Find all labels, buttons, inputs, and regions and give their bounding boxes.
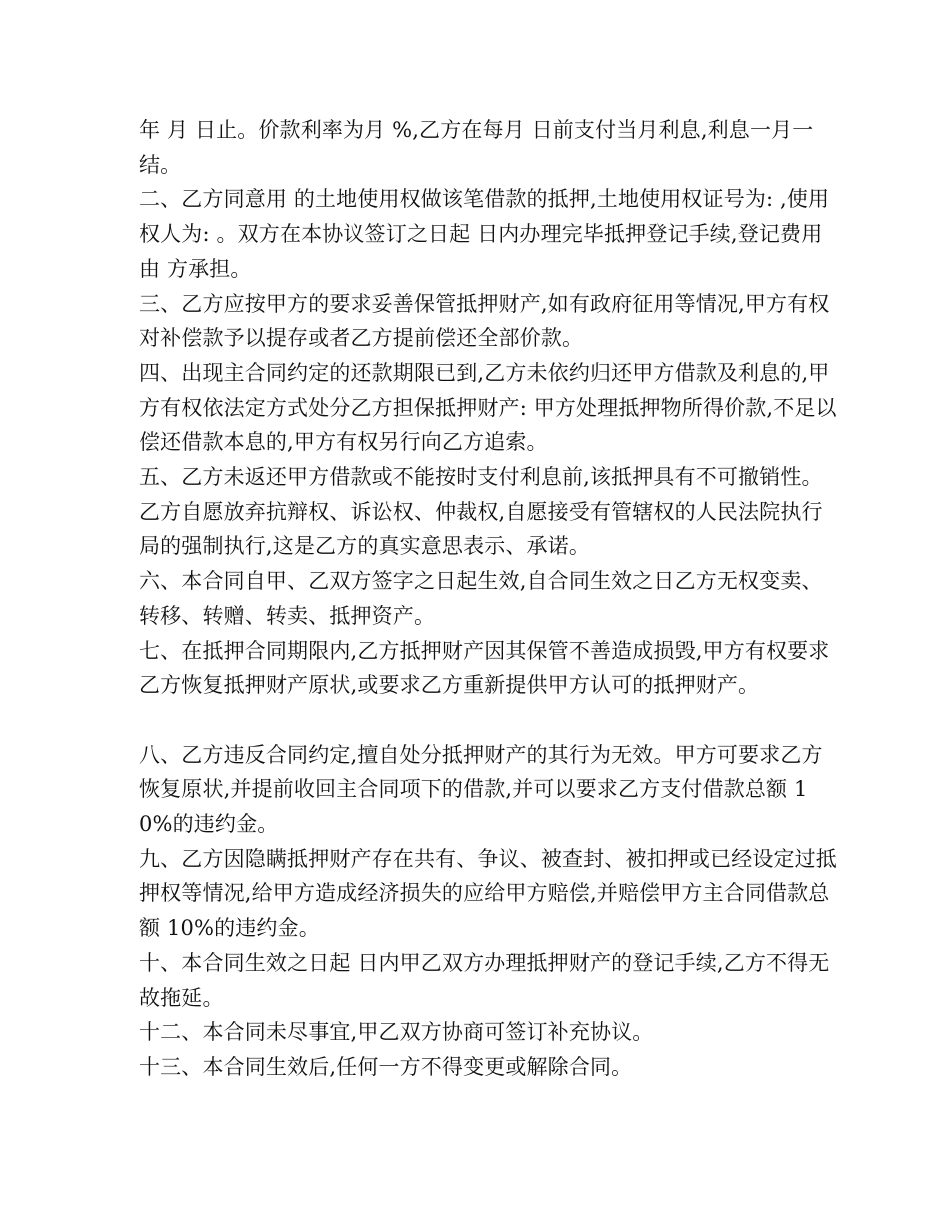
paragraph-clause-13: 十三、本合同生效后,任何一方不得变更或解除合同。 — [139, 1054, 633, 1079]
paragraph-clause-9: 九、乙方因隐瞒抵押财产存在共有、争议、被查封、被扣押或已经设定过抵押权等情况,给甲方造成经济损失的应给甲方赔偿,并赔偿甲方主合同借款总额 10%的违约金。 — [139, 846, 837, 941]
paragraph-term-and-interest: 年 月 日止。价款利率为月 %,乙方在每月 日前支付当月利息,利息一月一结。 — [139, 118, 814, 177]
document-body — [139, 113, 839, 1085]
paragraph-clause-5: 五、乙方未返还甲方借款或不能按时支付利息前,该抵押具有不可撤销性。乙方自愿放弃抗辩权、诉讼权、仲裁权,自愿接受有管辖权的人民法院执行局的强制执行,这是乙方的真实意思表示、承诺。 — [139, 465, 823, 559]
paragraph-clause-2: 二、乙方同意用 的土地使用权做该笔借款的抵押,土地使用权证号为: ,使用权人为: 。双方在本协议签订之日起 日内办理完毕抵押登记手续,登记费用由 方承担。 — [139, 187, 830, 281]
paragraph-clause-4: 四、出现主合同约定的还款期限已到,乙方未依约归还甲方借款及利息的,甲方有权依法定方式处分乙方担保抵押财产: 甲方处理抵押物所得价款,不足以偿还借款本息的,甲方有权另行向乙方追索。 — [139, 360, 837, 455]
paragraph-clause-10: 十、本合同生效之日起 日内甲乙双方办理抵押财产的登记手续,乙方不得无故拖延。 — [139, 950, 830, 1010]
paragraph-clause-7: 七、在抵押合同期限内,乙方抵押财产因其保管不善造成损毁,甲方有权要求乙方恢复抵押财产原状,或要求乙方重新提供甲方认可的抵押财产。 — [139, 638, 830, 698]
paragraph-clause-8: 八、乙方违反合同约定,擅自处分抵押财产的其行为无效。甲方可要求乙方恢复原状,并提前收回主合同项下的借款,并可以要求乙方支付借款总额 10%的违约金。 — [139, 742, 823, 837]
paragraph-clause-6: 六、本合同自甲、乙双方签字之日起生效,自合同生效之日乙方无权变卖、转移、转赠、转卖、抵押资产。 — [139, 569, 823, 628]
paragraph-clause-3: 三、乙方应按甲方的要求妥善保管抵押财产,如有政府征用等情况,甲方有权对补偿款予以提存或者乙方提前偿还全部价款。 — [139, 291, 830, 351]
paragraph-clause-12: 十二、本合同未尽事宜,甲乙双方协商可签订补充协议。 — [139, 1020, 654, 1045]
